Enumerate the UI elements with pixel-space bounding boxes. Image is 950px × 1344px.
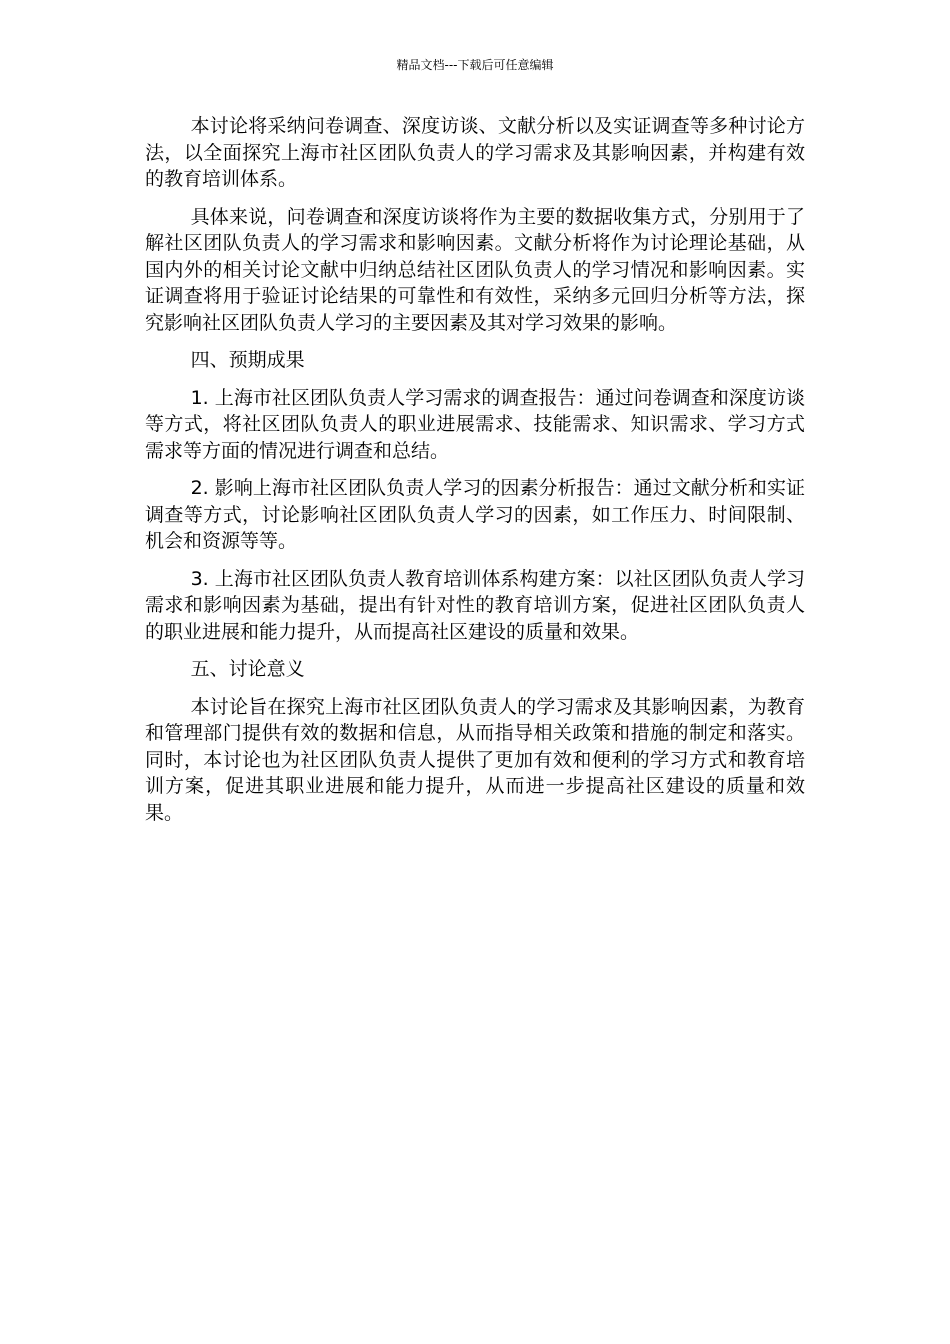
paragraph-methods: 本讨论将采纳问卷调查、深度访谈、文献分析以及实证调查等多种讨论方法，以全面探究上海市社区团队负责人的学习需求及其影响因素，并构建有效的教育培训体系。 — [145, 115, 805, 190]
expected-result-item-3: 3. 上海市社区团队负责人教育培训体系构建方案：以社区团队负责人学习需求和影响因素为基础，提出有针对性的教育培训方案，促进社区团队负责人的职业进展和能力提升，从而提高社区建设的质量和效果。 — [145, 567, 805, 643]
document-body — [145, 113, 805, 837]
page-header: 精品文档---下载后可任意编辑 — [396, 58, 554, 72]
section-heading-significance: 五、讨论意义 — [190, 658, 305, 680]
expected-result-item-2: 2. 影响上海市社区团队负责人学习的因素分析报告：通过文献分析和实证调查等方式，讨论影响社区团队负责人学习的因素，如工作压力、时间限制、机会和资源等等。 — [145, 477, 805, 552]
paragraph-significance: 本讨论旨在探究上海市社区团队负责人的学习需求及其影响因素，为教育和管理部门提供有效的数据和信息，从而指导相关政策和措施的制定和落实。同时，本讨论也为社区团队负责人提供了更加有效和便利的学习方式和教育培训方案，促进其职业进展和能力提升，从而进一步提高社区建设的质量和效果。 — [145, 695, 805, 824]
paragraph-methods-detail: 具体来说，问卷调查和深度访谈将作为主要的数据收集方式，分别用于了解社区团队负责人的学习需求和影响因素。文献分析将作为讨论理论基础，从国内外的相关讨论文献中归纳总结社区团队负责人的学习情况和影响因素。实证调查将用于验证讨论结果的可靠性和有效性，采纳多元回归分析等方法，探究影响社区团队负责人学习的主要因素及其对学习效果的影响。 — [145, 205, 805, 334]
section-heading-expected-results: 四、预期成果 — [190, 349, 305, 371]
expected-result-item-1: 1. 上海市社区团队负责人学习需求的调查报告：通过问卷调查和深度访谈等方式，将社区团队负责人的职业进展需求、技能需求、知识需求、学习方式需求等方面的情况进行调查和总结。 — [145, 386, 805, 462]
